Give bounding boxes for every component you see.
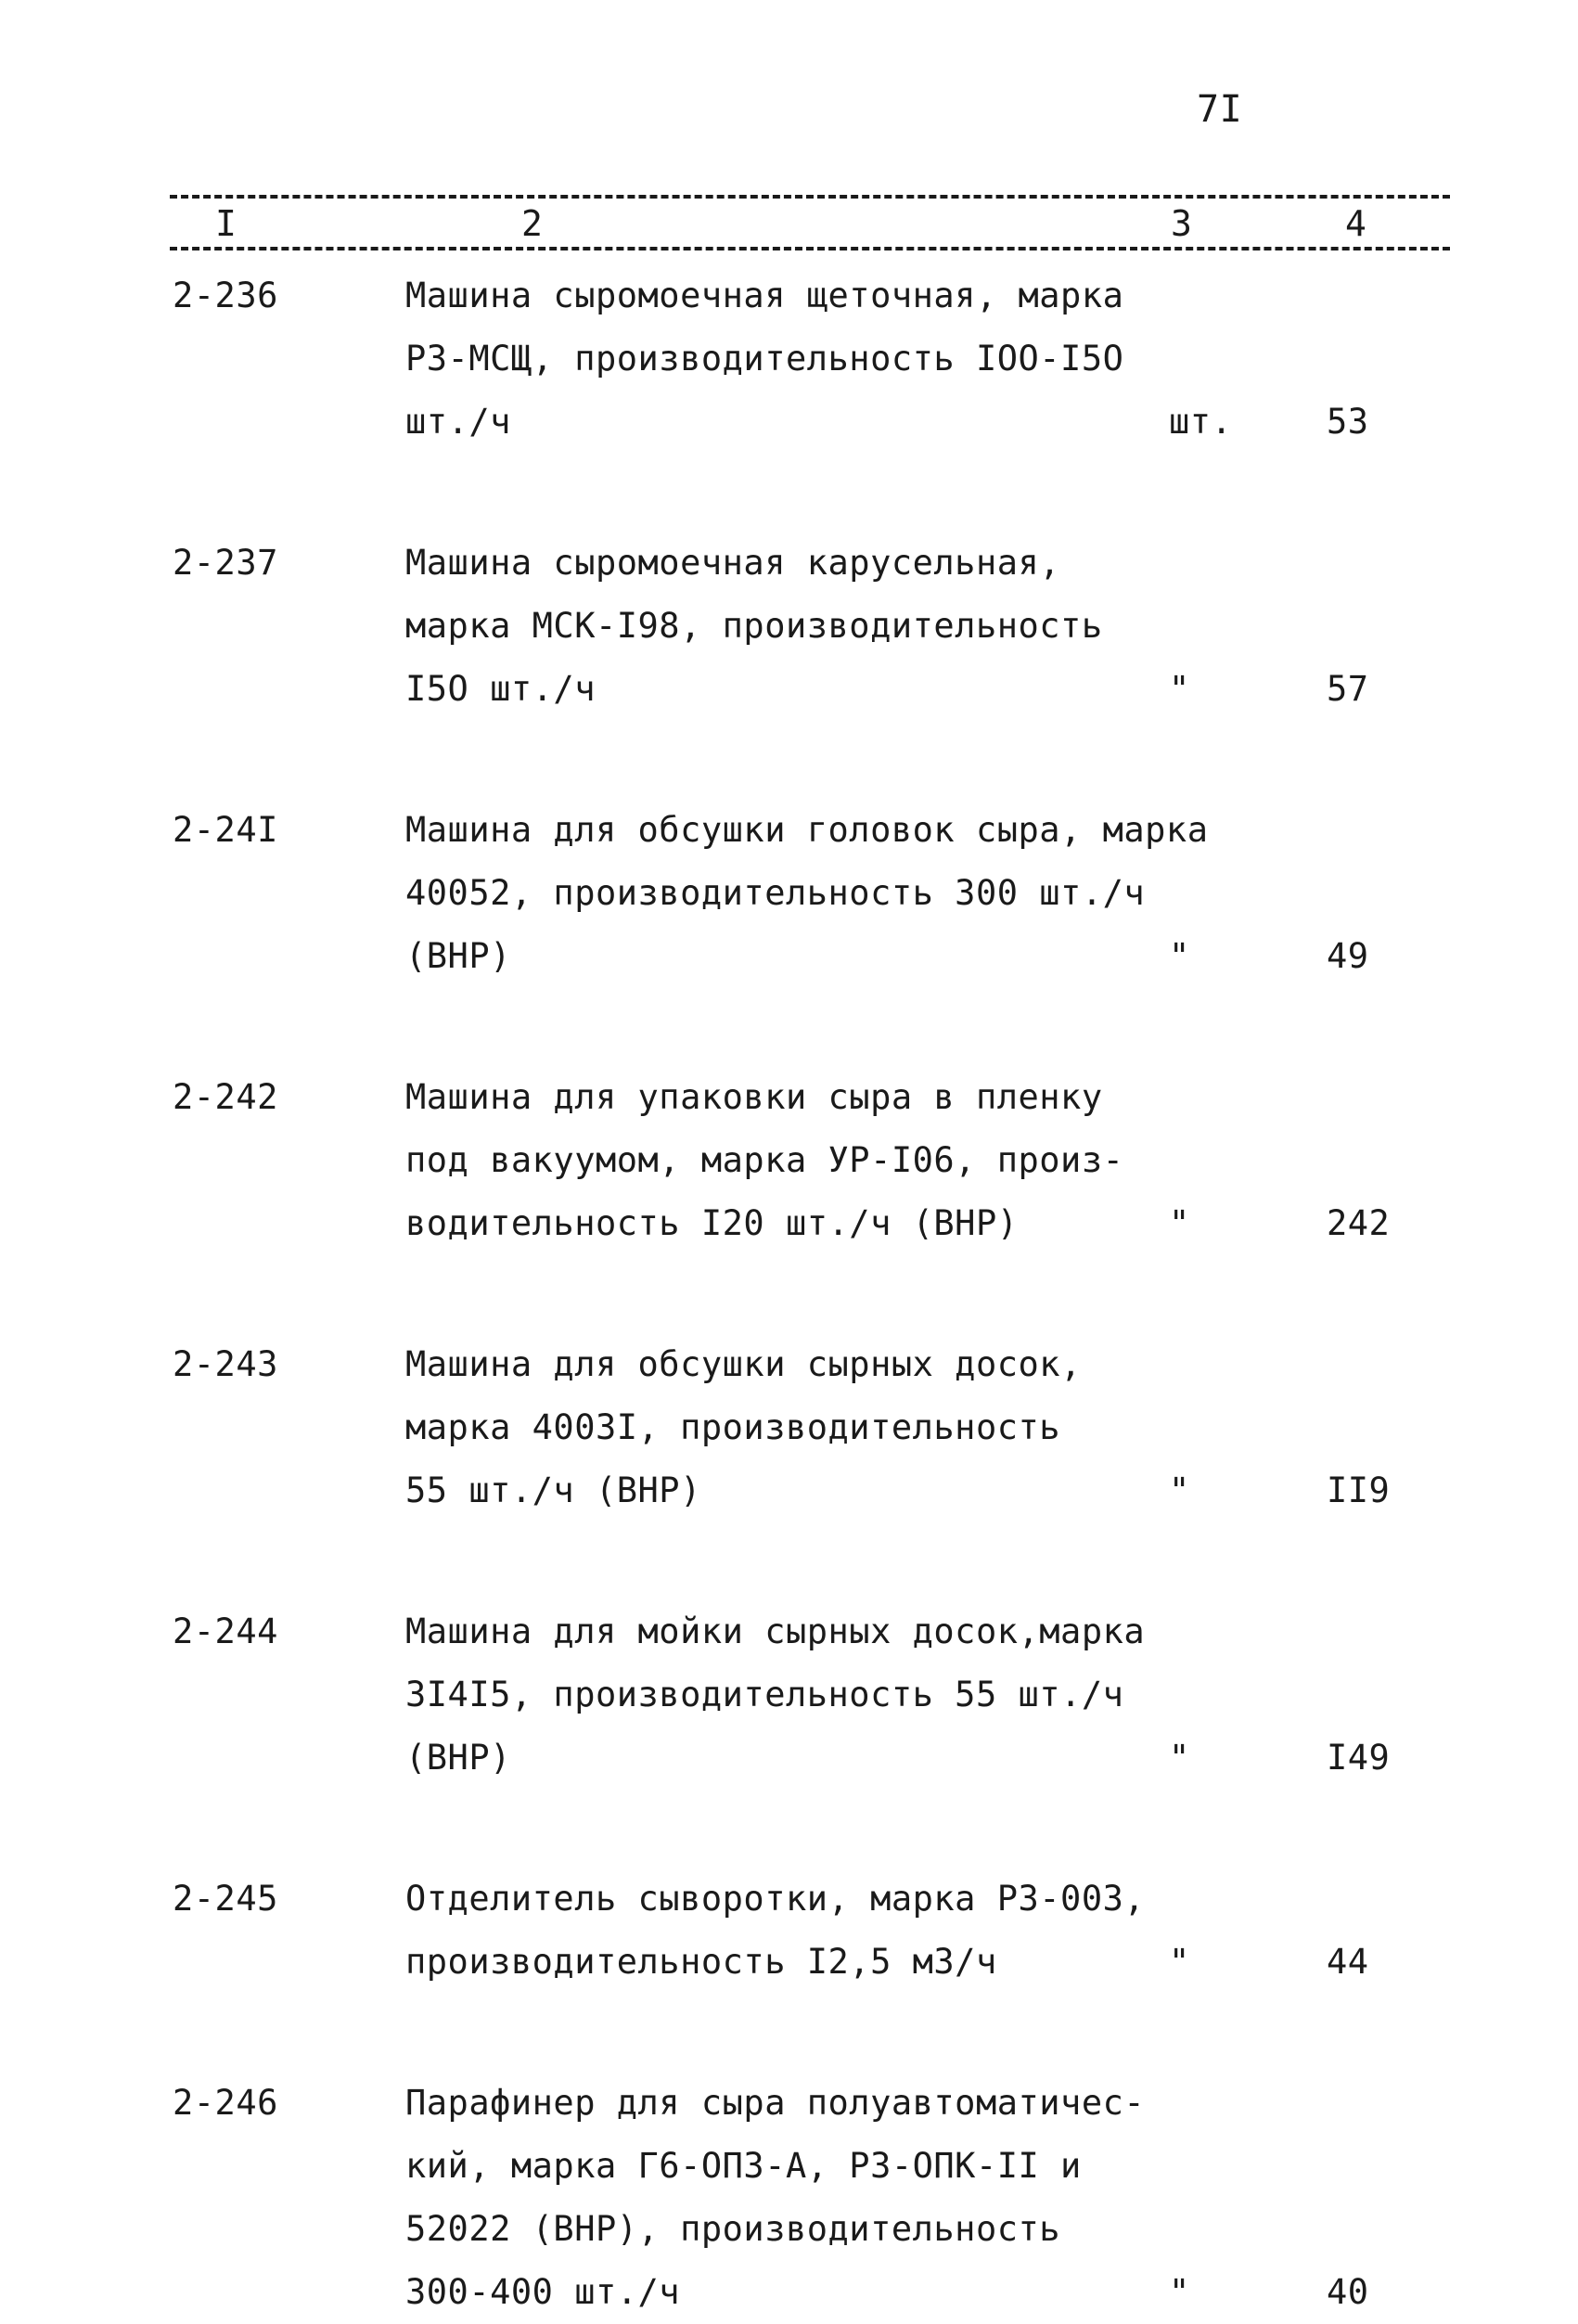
- item-description: [405, 1868, 1166, 1994]
- description-line: 3I4I5, производительность 55 шт./ч: [405, 1675, 1124, 1714]
- description-line: кий, марка Г6-ОПЗ-А, РЗ-ОПК-II и: [405, 2146, 1082, 2186]
- description-line: (ВНР): [405, 936, 511, 976]
- item-description: [405, 799, 1209, 988]
- description-line: Отделитель сыворотки, марка РЗ-003,: [405, 1879, 1146, 1919]
- item-description: [405, 1066, 1166, 1255]
- column-header-4: 4: [1345, 203, 1367, 244]
- description-line: Машина для упаковки сыра в пленку: [405, 1077, 1103, 1117]
- item-code: 2-236: [173, 276, 278, 315]
- item-code: 2-246: [173, 2083, 278, 2123]
- item-description: [405, 1333, 1166, 1522]
- item-description: [405, 264, 1166, 454]
- description-line: марка 4003I, производительность: [405, 1407, 1061, 1447]
- description-line: под вакуумом, марка УР-I06, произ-: [405, 1140, 1124, 1180]
- description-line: РЗ-МСЩ, производительность IOO-I5O: [405, 339, 1124, 379]
- description-line: водительность I20 шт./ч (ВНР): [405, 1203, 1019, 1243]
- item-code: 2-242: [173, 1077, 278, 1117]
- item-code: 2-237: [173, 543, 278, 583]
- item-code: 2-24I: [173, 810, 278, 850]
- description-line: 300-400 шт./ч: [405, 2272, 681, 2312]
- description-line: Парафинер для сыра полуавтоматичес-: [405, 2083, 1146, 2123]
- item-unit: шт.: [1169, 402, 1233, 442]
- item-unit: ": [1169, 936, 1190, 976]
- description-line: I5O шт./ч: [405, 669, 596, 709]
- page-number: 7I: [1197, 88, 1243, 131]
- item-quantity: 53: [1327, 402, 1369, 442]
- item-unit: ": [1169, 1942, 1190, 1982]
- table-header-top-rule: [170, 195, 1450, 199]
- item-description: [405, 532, 1166, 721]
- item-unit: ": [1169, 1203, 1190, 1243]
- item-code: 2-245: [173, 1879, 278, 1919]
- description-line: 40052, производительность 300 шт./ч: [405, 873, 1146, 913]
- column-header-1: I: [215, 203, 237, 244]
- item-quantity: 44: [1327, 1942, 1369, 1982]
- item-description: [405, 1600, 1166, 1790]
- description-line: 55 шт./ч (ВНР): [405, 1470, 701, 1510]
- column-header-3: 3: [1171, 203, 1193, 244]
- table-header-bottom-rule: [170, 247, 1450, 250]
- description-line: Машина для обсушки сырных досок,: [405, 1344, 1082, 1384]
- item-quantity: 242: [1327, 1203, 1391, 1243]
- item-description: [405, 2072, 1166, 2324]
- description-line: Машина для мойки сырных досок,марка: [405, 1611, 1146, 1651]
- item-quantity: 40: [1327, 2272, 1369, 2312]
- description-line: Машина для обсушки головок сыра, марка: [405, 810, 1209, 850]
- description-line: марка МСК-I98, производительность: [405, 606, 1103, 646]
- column-header-2: 2: [521, 203, 544, 244]
- item-unit: ": [1169, 1470, 1190, 1510]
- description-line: шт./ч: [405, 402, 511, 442]
- description-line: Машина сыромоечная щеточная, марка: [405, 276, 1124, 315]
- description-line: Машина сыромоечная карусельная,: [405, 543, 1061, 583]
- item-code: 2-244: [173, 1611, 278, 1651]
- description-line: производительность I2,5 м3/ч: [405, 1942, 997, 1982]
- item-unit: ": [1169, 669, 1190, 709]
- item-quantity: I49: [1327, 1738, 1391, 1778]
- description-line: 52022 (ВНР), производительность: [405, 2209, 1061, 2249]
- item-quantity: 49: [1327, 936, 1369, 976]
- item-quantity: II9: [1327, 1470, 1391, 1510]
- item-quantity: 57: [1327, 669, 1369, 709]
- description-line: (ВНР): [405, 1738, 511, 1778]
- item-code: 2-243: [173, 1344, 278, 1384]
- item-unit: ": [1169, 1738, 1190, 1778]
- item-unit: ": [1169, 2272, 1190, 2312]
